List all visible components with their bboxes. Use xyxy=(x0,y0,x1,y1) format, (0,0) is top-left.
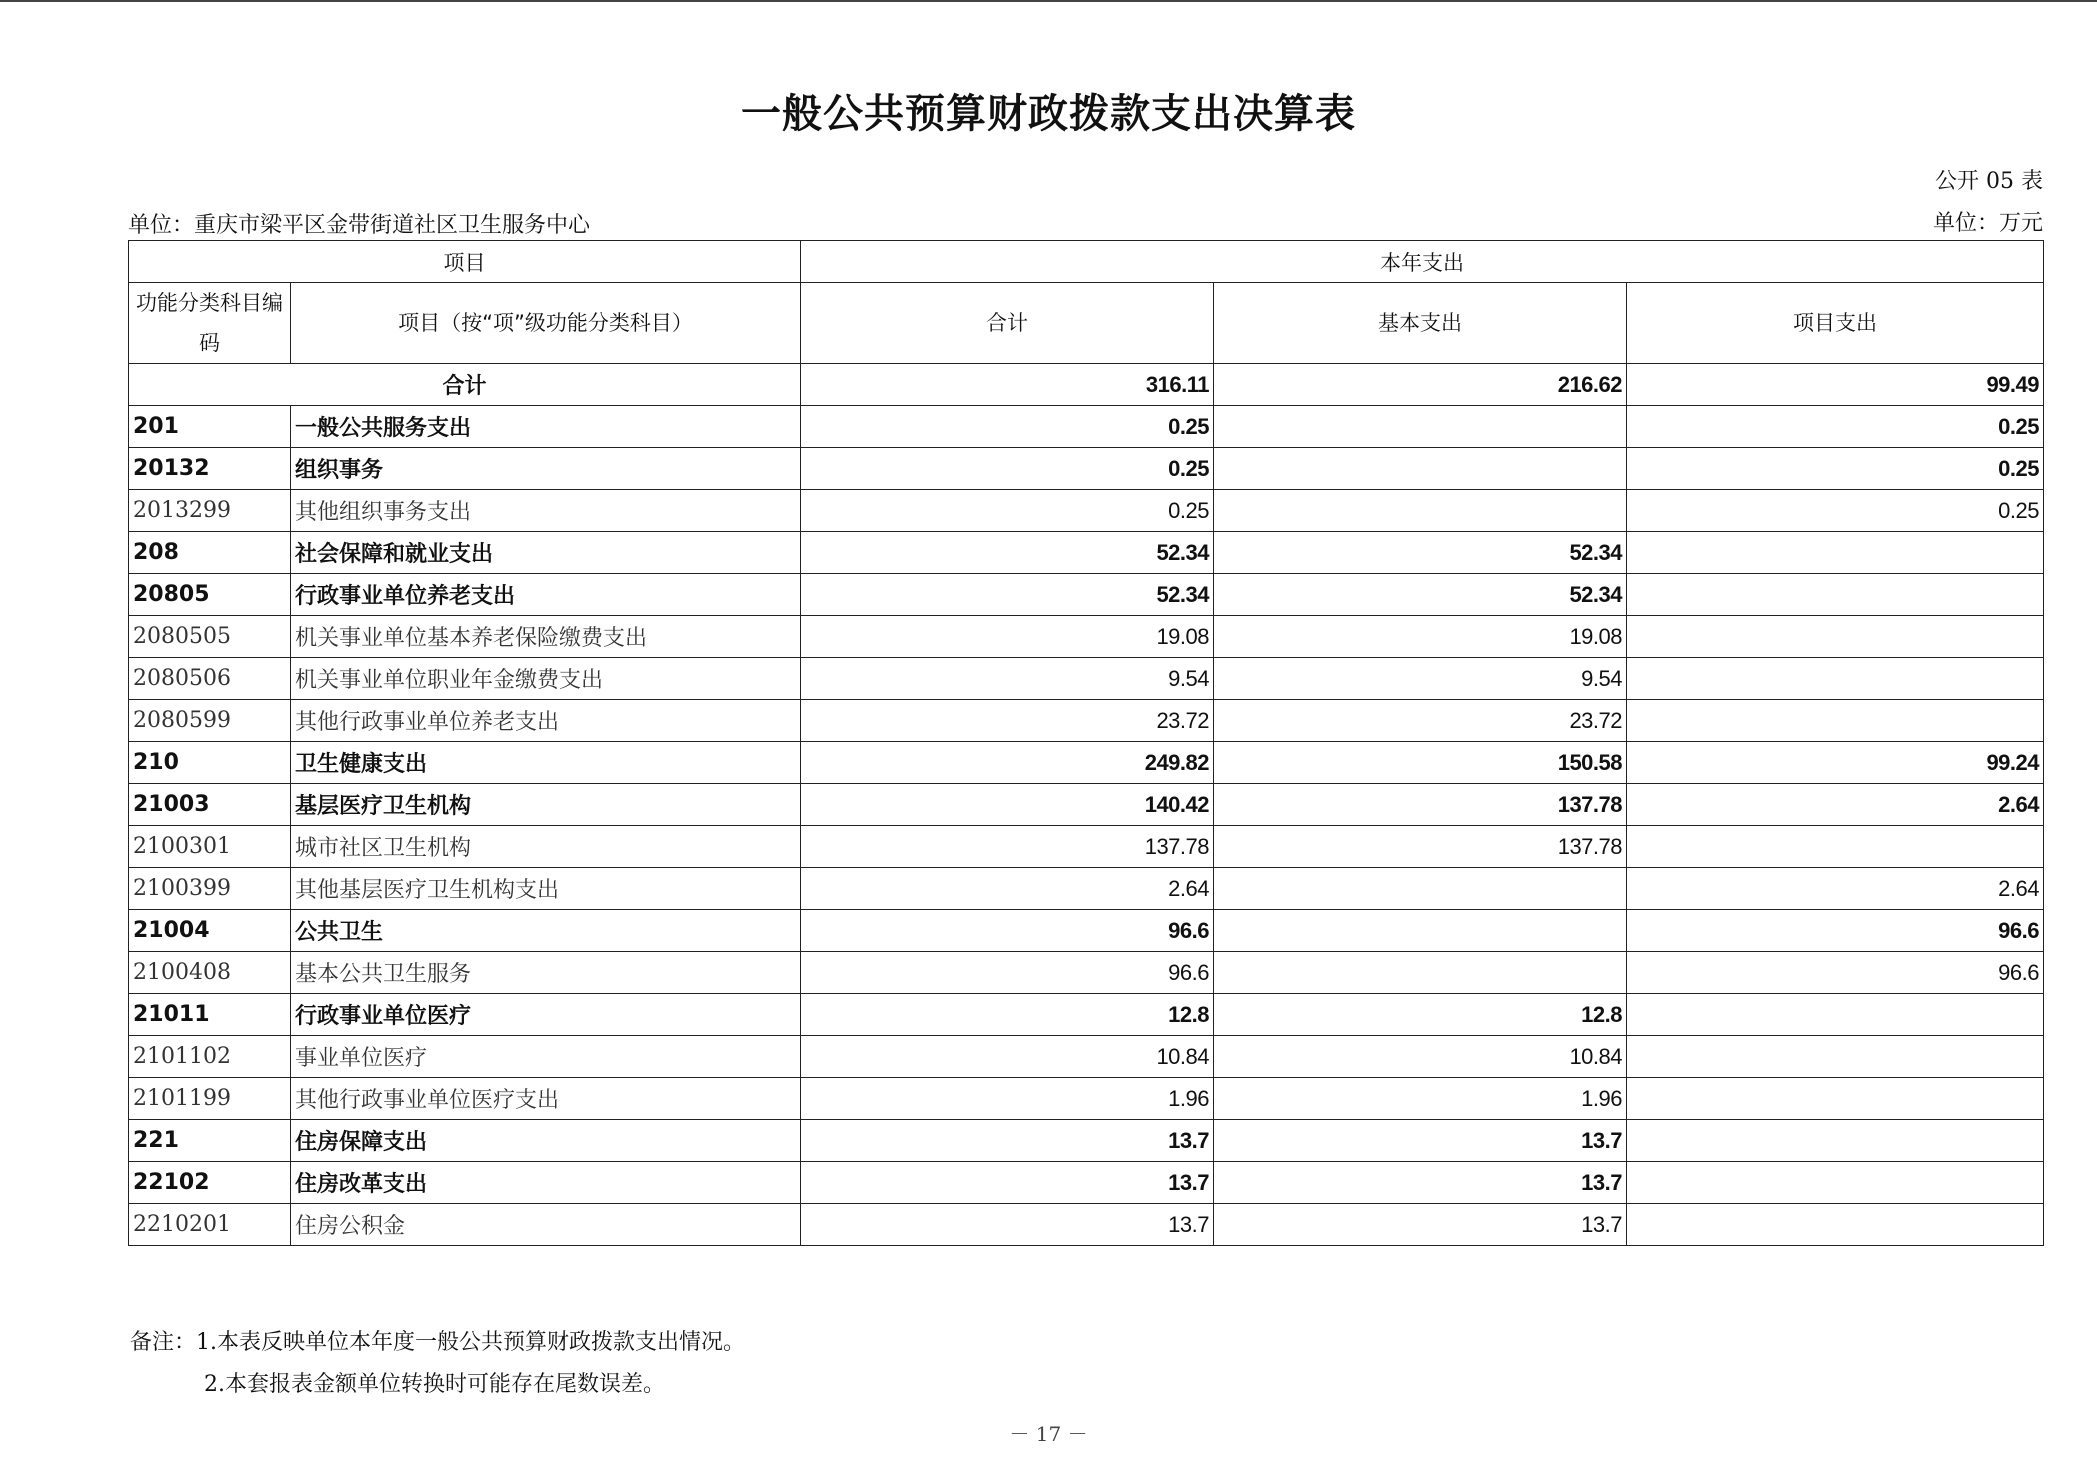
row-basic: 10.84 xyxy=(1214,1036,1627,1078)
header-basic: 基本支出 xyxy=(1214,283,1627,364)
table-row xyxy=(129,1162,2044,1204)
row-basic xyxy=(1214,952,1627,994)
row-total: 140.42 xyxy=(801,784,1214,826)
notes xyxy=(130,1322,745,1406)
row-project: 0.25 xyxy=(1627,448,2044,490)
table-row xyxy=(129,1120,2044,1162)
row-total: 2.64 xyxy=(801,868,1214,910)
row-name: 城市社区卫生机构 xyxy=(291,826,801,868)
table-row xyxy=(129,826,2044,868)
row-project xyxy=(1627,700,2044,742)
row-basic: 52.34 xyxy=(1214,574,1627,616)
total-label: 合计 xyxy=(129,364,801,406)
row-project xyxy=(1627,994,2044,1036)
row-code: 21011 xyxy=(129,994,291,1036)
row-name: 基本公共卫生服务 xyxy=(291,952,801,994)
header-code: 功能分类科目编码 xyxy=(129,283,291,364)
row-basic xyxy=(1214,490,1627,532)
row-basic: 52.34 xyxy=(1214,532,1627,574)
row-project: 2.64 xyxy=(1627,868,2044,910)
row-name: 行政事业单位养老支出 xyxy=(291,574,801,616)
row-total: 137.78 xyxy=(801,826,1214,868)
row-basic: 150.58 xyxy=(1214,742,1627,784)
row-project: 99.24 xyxy=(1627,742,2044,784)
row-project xyxy=(1627,826,2044,868)
row-total: 23.72 xyxy=(801,700,1214,742)
row-name: 社会保障和就业支出 xyxy=(291,532,801,574)
row-project xyxy=(1627,616,2044,658)
table-row xyxy=(129,448,2044,490)
row-name: 住房改革支出 xyxy=(291,1162,801,1204)
row-project xyxy=(1627,1120,2044,1162)
row-code: 21003 xyxy=(129,784,291,826)
row-code: 21004 xyxy=(129,910,291,952)
total-row xyxy=(129,364,2044,406)
row-total: 12.8 xyxy=(801,994,1214,1036)
row-project xyxy=(1627,574,2044,616)
row-project xyxy=(1627,1036,2044,1078)
row-code: 2080505 xyxy=(129,616,291,658)
total-basic: 216.62 xyxy=(1214,364,1627,406)
row-code: 2080506 xyxy=(129,658,291,700)
row-basic xyxy=(1214,910,1627,952)
row-basic: 1.96 xyxy=(1214,1078,1627,1120)
row-project: 2.64 xyxy=(1627,784,2044,826)
row-project xyxy=(1627,532,2044,574)
row-project xyxy=(1627,1204,2044,1246)
row-basic: 9.54 xyxy=(1214,658,1627,700)
row-basic: 13.7 xyxy=(1214,1204,1627,1246)
row-name: 公共卫生 xyxy=(291,910,801,952)
row-basic: 13.7 xyxy=(1214,1162,1627,1204)
header-expense-group: 本年支出 xyxy=(801,241,2044,283)
row-project: 96.6 xyxy=(1627,952,2044,994)
table-row xyxy=(129,490,2044,532)
row-name: 机关事业单位基本养老保险缴费支出 xyxy=(291,616,801,658)
row-code: 2080599 xyxy=(129,700,291,742)
row-total: 13.7 xyxy=(801,1162,1214,1204)
row-total: 10.84 xyxy=(801,1036,1214,1078)
table-row xyxy=(129,658,2044,700)
row-code: 201 xyxy=(129,406,291,448)
table-row xyxy=(129,1204,2044,1246)
row-basic xyxy=(1214,406,1627,448)
table-row xyxy=(129,868,2044,910)
row-code: 221 xyxy=(129,1120,291,1162)
header-project: 项目支出 xyxy=(1627,283,2044,364)
row-total: 0.25 xyxy=(801,448,1214,490)
row-code: 2101199 xyxy=(129,1078,291,1120)
row-code: 22102 xyxy=(129,1162,291,1204)
row-code: 2100408 xyxy=(129,952,291,994)
row-name: 卫生健康支出 xyxy=(291,742,801,784)
row-total: 1.96 xyxy=(801,1078,1214,1120)
row-basic xyxy=(1214,448,1627,490)
row-name: 基层医疗卫生机构 xyxy=(291,784,801,826)
row-basic: 137.78 xyxy=(1214,784,1627,826)
total-amount: 316.11 xyxy=(801,364,1214,406)
table-row xyxy=(129,532,2044,574)
header-item-group: 项目 xyxy=(129,241,801,283)
table-row xyxy=(129,574,2044,616)
top-rule xyxy=(0,0,2097,2)
row-basic: 23.72 xyxy=(1214,700,1627,742)
row-code: 208 xyxy=(129,532,291,574)
reporting-unit: 单位：重庆市梁平区金带街道社区卫生服务中心 xyxy=(128,213,591,238)
row-code: 2101102 xyxy=(129,1036,291,1078)
row-total: 52.34 xyxy=(801,532,1214,574)
table-row xyxy=(129,1036,2044,1078)
row-total: 249.82 xyxy=(801,742,1214,784)
row-code: 2210201 xyxy=(129,1204,291,1246)
row-project xyxy=(1627,1162,2044,1204)
row-total: 96.6 xyxy=(801,952,1214,994)
row-basic: 19.08 xyxy=(1214,616,1627,658)
note-line-2: 2.本套报表金额单位转换时可能存在尾数误差。 xyxy=(204,1372,665,1397)
page-number: － 17 － xyxy=(1009,1422,1088,1446)
table-row xyxy=(129,406,2044,448)
row-total: 19.08 xyxy=(801,616,1214,658)
table-row xyxy=(129,742,2044,784)
row-basic: 12.8 xyxy=(1214,994,1627,1036)
row-basic: 137.78 xyxy=(1214,826,1627,868)
form-number: 公开 05 表 xyxy=(1935,169,2043,194)
page-title: 一般公共预算财政拨款支出决算表 xyxy=(741,91,1356,137)
row-name: 事业单位医疗 xyxy=(291,1036,801,1078)
budget-table xyxy=(128,240,2044,1246)
row-name: 住房保障支出 xyxy=(291,1120,801,1162)
row-total: 13.7 xyxy=(801,1120,1214,1162)
row-name: 一般公共服务支出 xyxy=(291,406,801,448)
row-name: 行政事业单位医疗 xyxy=(291,994,801,1036)
table-row xyxy=(129,616,2044,658)
table-row xyxy=(129,994,2044,1036)
row-total: 0.25 xyxy=(801,406,1214,448)
row-project: 0.25 xyxy=(1627,406,2044,448)
table-row xyxy=(129,910,2044,952)
row-project: 96.6 xyxy=(1627,910,2044,952)
row-name: 其他基层医疗卫生机构支出 xyxy=(291,868,801,910)
row-project: 0.25 xyxy=(1627,490,2044,532)
table-row xyxy=(129,700,2044,742)
row-name: 组织事务 xyxy=(291,448,801,490)
row-project xyxy=(1627,1078,2044,1120)
total-project: 99.49 xyxy=(1627,364,2044,406)
row-code: 2100399 xyxy=(129,868,291,910)
row-code: 2100301 xyxy=(129,826,291,868)
row-total: 52.34 xyxy=(801,574,1214,616)
row-basic xyxy=(1214,868,1627,910)
header-name: 项目（按“项”级功能分类科目） xyxy=(291,283,801,364)
row-name: 机关事业单位职业年金缴费支出 xyxy=(291,658,801,700)
table-row xyxy=(129,952,2044,994)
row-code: 210 xyxy=(129,742,291,784)
row-total: 0.25 xyxy=(801,490,1214,532)
money-unit: 单位：万元 xyxy=(1932,211,2043,236)
table-row xyxy=(129,784,2044,826)
row-total: 13.7 xyxy=(801,1204,1214,1246)
row-total: 96.6 xyxy=(801,910,1214,952)
row-code: 20805 xyxy=(129,574,291,616)
row-name: 住房公积金 xyxy=(291,1204,801,1246)
row-name: 其他行政事业单位养老支出 xyxy=(291,700,801,742)
table-row xyxy=(129,1078,2044,1120)
header-total: 合计 xyxy=(801,283,1214,364)
row-total: 9.54 xyxy=(801,658,1214,700)
row-code: 2013299 xyxy=(129,490,291,532)
row-code: 20132 xyxy=(129,448,291,490)
row-basic: 13.7 xyxy=(1214,1120,1627,1162)
note-line-1: 备注：1.本表反映单位本年度一般公共预算财政拨款支出情况。 xyxy=(130,1330,745,1355)
row-name: 其他行政事业单位医疗支出 xyxy=(291,1078,801,1120)
row-name: 其他组织事务支出 xyxy=(291,490,801,532)
row-project xyxy=(1627,658,2044,700)
